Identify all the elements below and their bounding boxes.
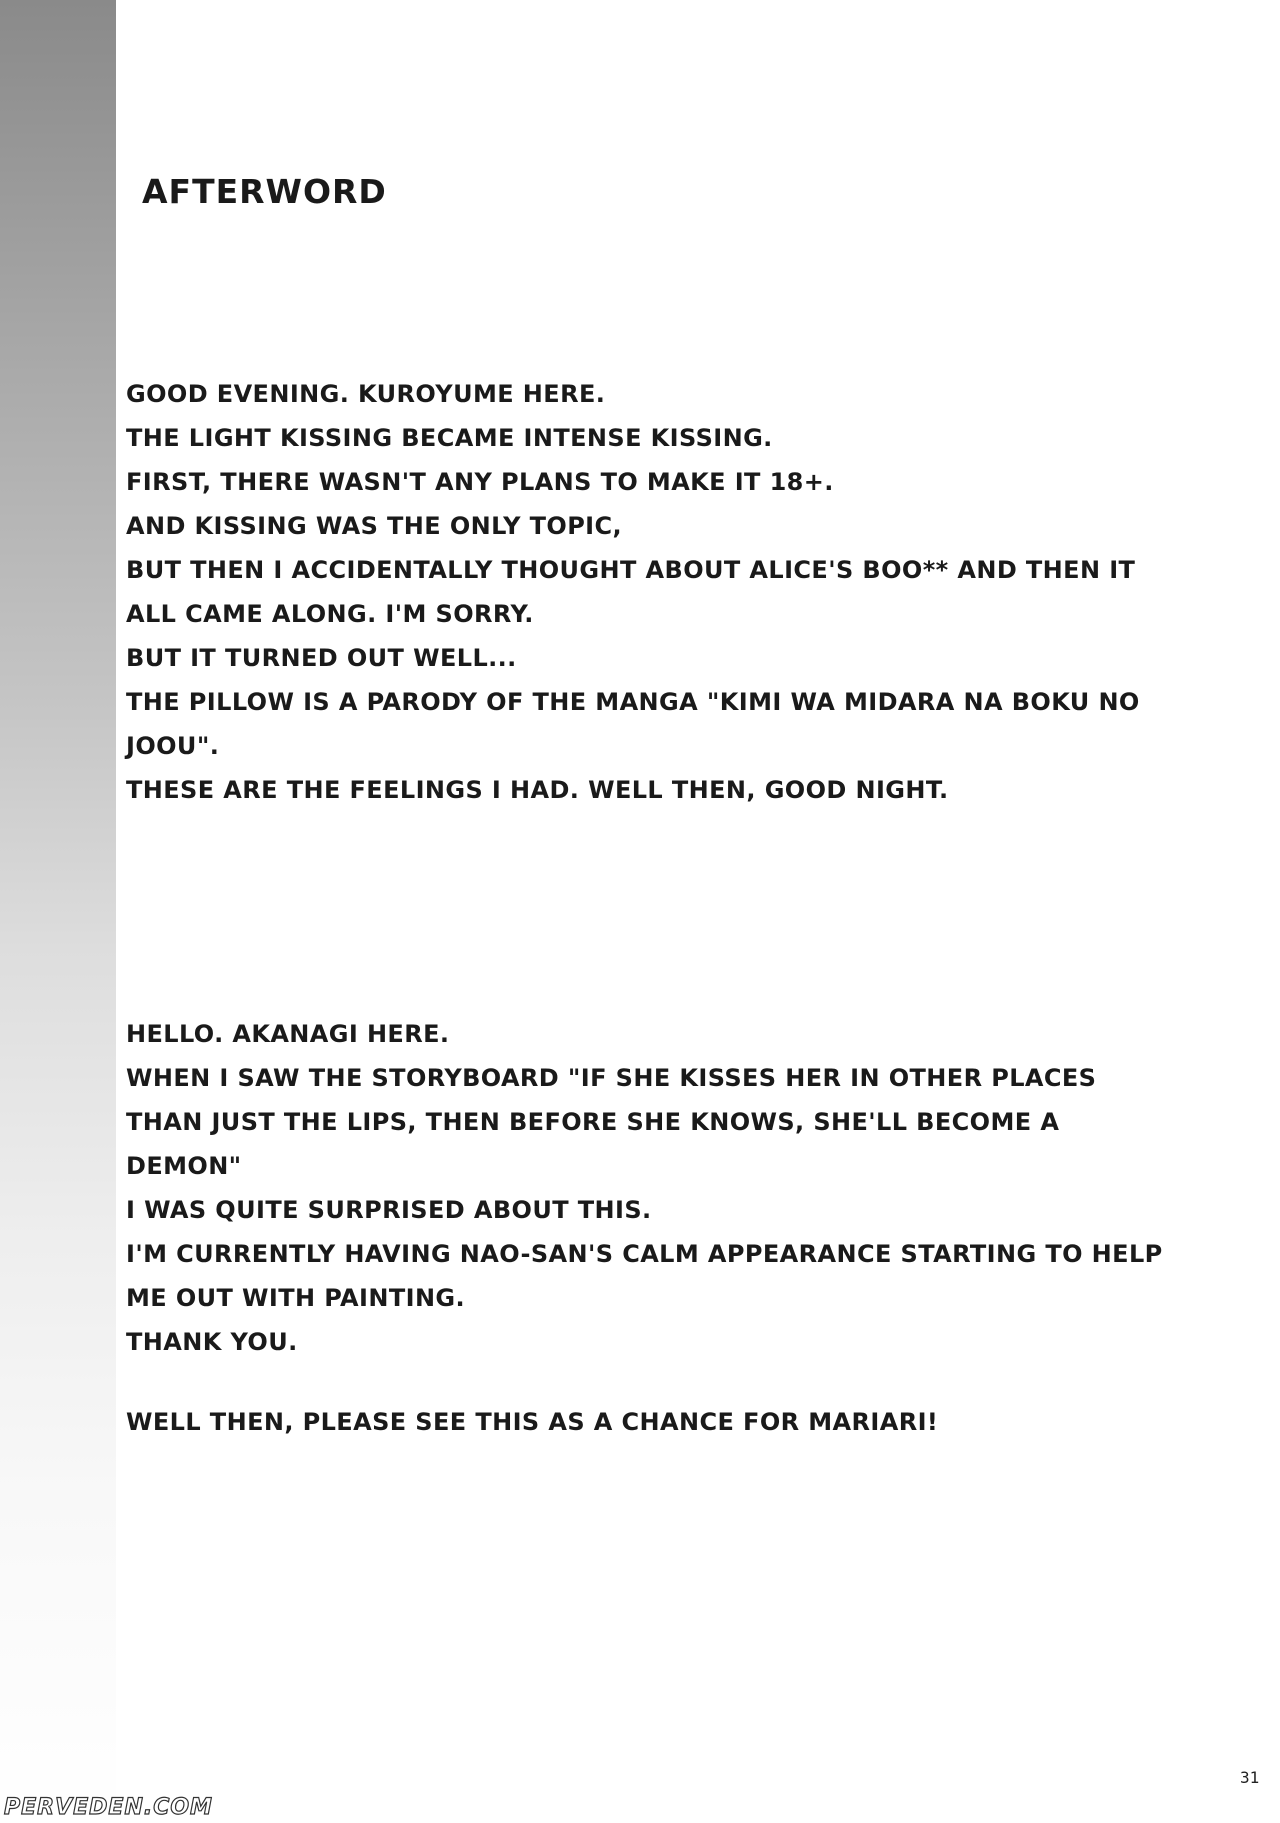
- page-title: AFTERWORD: [142, 172, 387, 211]
- text-line: GOOD EVENING. KUROYUME HERE.: [126, 380, 606, 408]
- text-line: WELL THEN, PLEASE SEE THIS AS A CHANCE FOR MARIARI!: [126, 1408, 939, 1436]
- afterword-section-akanagi: [126, 1012, 1163, 1364]
- text-line: I WAS QUITE SURPRISED ABOUT THIS.: [126, 1196, 652, 1224]
- text-line: I'M CURRENTLY HAVING NAO-SAN'S CALM APPEARANCE STARTING TO HELP: [126, 1240, 1163, 1268]
- text-line: WHEN I SAW THE STORYBOARD "IF SHE KISSES HER IN OTHER PLACES: [126, 1064, 1097, 1092]
- text-line: BUT IT TURNED OUT WELL...: [126, 644, 517, 672]
- side-gradient-band: [0, 0, 116, 1823]
- text-line: ME OUT WITH PAINTING.: [126, 1284, 466, 1312]
- text-line: AND KISSING WAS THE ONLY TOPIC,: [126, 512, 623, 540]
- text-line: ALL CAME ALONG. I'M SORRY.: [126, 600, 534, 628]
- text-line: HELLO. AKANAGI HERE.: [126, 1020, 450, 1048]
- text-line: FIRST, THERE WASN'T ANY PLANS TO MAKE IT 18+.: [126, 468, 834, 496]
- text-line: BUT THEN I ACCIDENTALLY THOUGHT ABOUT ALICE'S BOO** AND THEN IT: [126, 556, 1136, 584]
- text-line: DEMON": [126, 1152, 242, 1180]
- text-line: THESE ARE THE FEELINGS I HAD. WELL THEN, GOOD NIGHT.: [126, 776, 949, 804]
- afterword-closing: [126, 1400, 938, 1444]
- text-line: THAN JUST THE LIPS, THEN BEFORE SHE KNOWS, SHE'LL BECOME A: [126, 1108, 1060, 1136]
- page-number: 31: [1240, 1768, 1260, 1787]
- text-line: THANK YOU.: [126, 1328, 298, 1356]
- text-line: THE LIGHT KISSING BECAME INTENSE KISSING.: [126, 424, 773, 452]
- text-line: THE PILLOW IS A PARODY OF THE MANGA "KIMI WA MIDARA NA BOKU NO: [126, 688, 1140, 716]
- watermark-logo: PERVEDEN.COM: [4, 1795, 213, 1820]
- afterword-section-kuroyume: [126, 372, 1140, 812]
- text-line: JOOU".: [126, 732, 220, 760]
